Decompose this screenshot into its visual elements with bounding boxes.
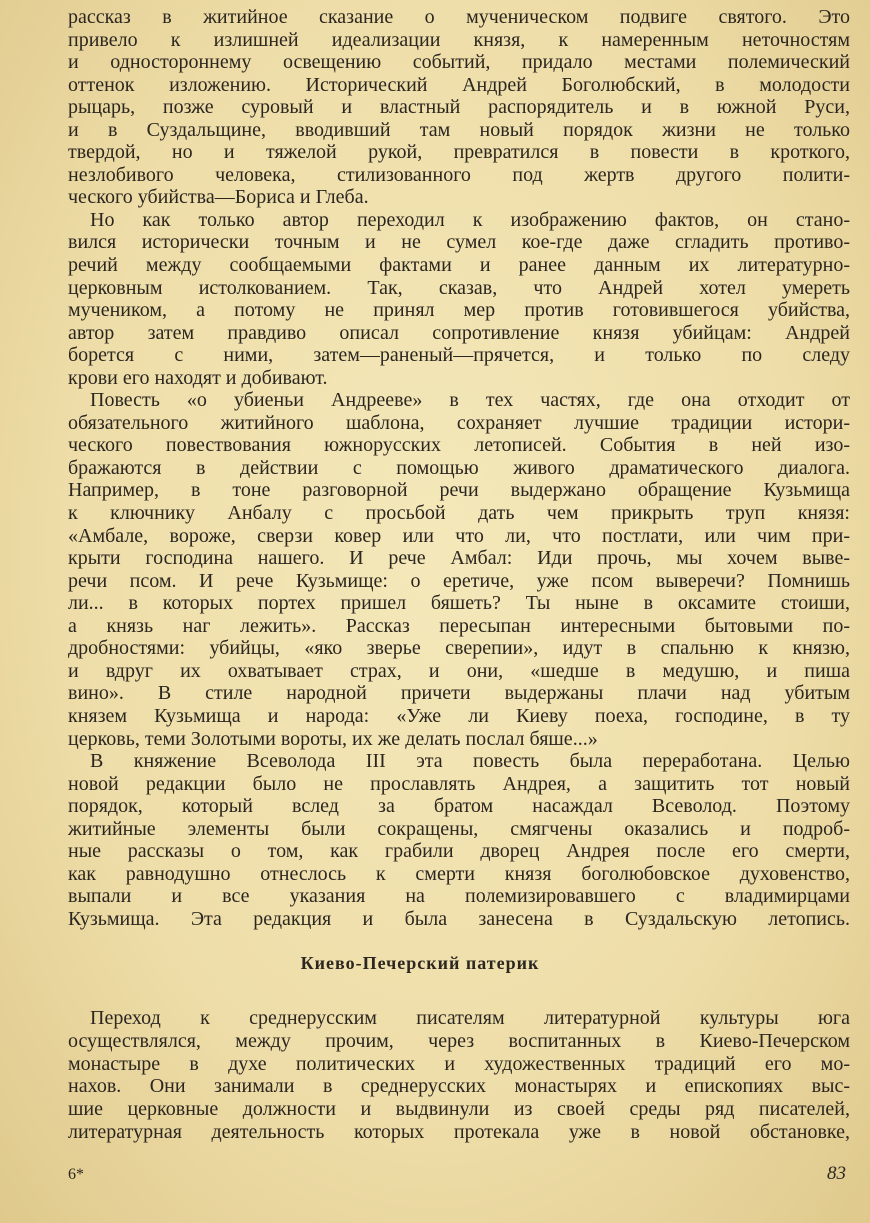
text-line: а князь наг лежить». Рассказ пересыпан интересными бытовыми по- bbox=[68, 614, 850, 637]
text-line: литературная деятельность которых протекала уже в новой обстановке, bbox=[68, 1120, 850, 1143]
text-line: дробностями: убийцы, «яко зверье сверепии», идут в спальню к князю, bbox=[68, 637, 850, 660]
paragraph bbox=[68, 750, 850, 930]
text-line: вино». В стиле народной причети выдержаны плачи над убитым bbox=[68, 682, 850, 705]
text-line: крови его находят и добивают. bbox=[68, 366, 328, 389]
text-line: Повесть «о убиеньи Андрееве» в тех частях, где она отходит от bbox=[90, 389, 850, 412]
text-line: и одностороннему освещению событий, придало местами полемический bbox=[68, 51, 850, 74]
body-text-bottom bbox=[68, 1007, 850, 1144]
text-line: Например, в тоне разговорной речи выдержано обращение Кузьмища bbox=[68, 479, 850, 502]
text-line: борется с ними, затем—раненый—прячется, и только по следу bbox=[68, 344, 850, 367]
text-line: новой редакции было не прославлять Андрея, а защитить тот новый bbox=[68, 772, 850, 795]
text-line: ческого повествования южнорусских летописей. События в ней изо- bbox=[68, 434, 850, 457]
text-line: к ключнику Анбалу с просьбой дать чем прикрыть труп князя: bbox=[68, 502, 850, 525]
section-heading: Киево-Печерский патерик bbox=[300, 953, 540, 973]
text-line: ли... в которых портех пришел бяшеть? Ты ныне в оксамите стоиши, bbox=[68, 592, 850, 615]
text-line: Кузьмища. Эта редакция и была занесена в Суздальскую летопись. bbox=[68, 907, 850, 930]
paragraph bbox=[68, 209, 850, 389]
text-line: речи псом. И рече Кузьмище: о еретиче, уже псом выверечи? Помнишь bbox=[68, 569, 850, 592]
text-line: житийные элементы были сокращены, смягчены оказались и подроб- bbox=[68, 817, 850, 840]
text-line: твердой, но и тяжелой рукой, превратился в повести в кроткого, bbox=[68, 141, 850, 164]
signature-mark: 6* bbox=[68, 1166, 84, 1183]
text-line: шие церковные должности и выдвинули из своей среды ряд писателей, bbox=[68, 1098, 850, 1121]
paragraph bbox=[68, 1007, 850, 1144]
text-line: Но как только автор переходил к изображению фактов, он стано- bbox=[90, 208, 850, 231]
text-line: ные рассказы о том, как грабили дворец Андрея после его смерти, bbox=[68, 840, 850, 863]
text-line: ческого убийства—Бориса и Глеба. bbox=[68, 186, 369, 209]
text-line: рыцарь, позже суровый и властный распорядитель и в южной Руси, bbox=[68, 96, 850, 119]
text-line: церковным истолкованием. Так, сказав, что Андрей хотел умереть bbox=[68, 276, 850, 299]
text-line: обязательного житийного шаблона, сохраняет лучшие традиции истори- bbox=[68, 411, 850, 434]
paragraph bbox=[68, 6, 850, 209]
text-line: «Амбале, вороже, сверзи ковер или что ли, что постлати, или чим при- bbox=[68, 524, 850, 547]
text-line: речий между сообщаемыми фактами и ранее данным их литературно- bbox=[68, 254, 850, 277]
text-line: и вдруг их охватывает страх, и они, «шедше в медушю, и пиша bbox=[68, 659, 850, 682]
text-line: осуществлялся, между прочим, через воспитанных в Киево-Печерском bbox=[68, 1029, 850, 1052]
paragraph bbox=[68, 389, 850, 750]
text-line: крыти господина нашего. И рече Амбал: Иди прочь, мы хочем выве- bbox=[68, 547, 850, 570]
page-number: 83 bbox=[827, 1163, 846, 1184]
text-line: церковь, теми Золотыми вороты, их же делать послал бяше...» bbox=[68, 727, 598, 750]
text-line: выпали и все указания на полемизировавшего с владимирцами bbox=[68, 885, 850, 908]
body-text-top bbox=[68, 6, 850, 930]
text-line: вился исторически точным и не сумел кое-где даже сгладить противо- bbox=[68, 231, 850, 254]
text-line: князем Кузьмища и народа: «Уже ли Киеву поеха, господине, в ту bbox=[68, 704, 850, 727]
text-line: нахов. Они занимали в среднерусских монастырях и епископиях выс- bbox=[68, 1075, 850, 1098]
text-line: бражаются в действии с помощью живого драматического диалога. bbox=[68, 456, 850, 479]
text-line: В княжение Всеволода III эта повесть была переработана. Целью bbox=[90, 750, 850, 773]
text-line: как равнодушно отнеслось к смерти князя боголюбовское духовенство, bbox=[68, 862, 850, 885]
text-line: монастыре в духе политических и художественных традиций его мо- bbox=[68, 1052, 850, 1075]
text-line: и в Суздальщине, вводивший там новый порядок жизни не только bbox=[68, 118, 850, 141]
text-line: незлобивого человека, стилизованного под жертв другого полити- bbox=[68, 163, 850, 186]
text-line: Переход к среднерусским писателям литературной культуры юга bbox=[90, 1007, 850, 1029]
text-line: мучеником, а потому не принял мер против готовившегося убийства, bbox=[68, 299, 850, 322]
text-line: порядок, который вслед за братом насаждал Всеволод. Поэтому bbox=[68, 795, 850, 818]
text-line: оттенок изложению. Исторический Андрей Боголюбский, в молодости bbox=[68, 73, 850, 96]
text-line: рассказ в житийное сказание о мученическом подвиге святого. Это bbox=[68, 6, 850, 28]
text-line: автор затем правдиво описал сопротивление князя убийцам: Андрей bbox=[68, 321, 850, 344]
text-line: привело к излишней идеализации князя, к намеренным неточностям bbox=[68, 28, 850, 51]
